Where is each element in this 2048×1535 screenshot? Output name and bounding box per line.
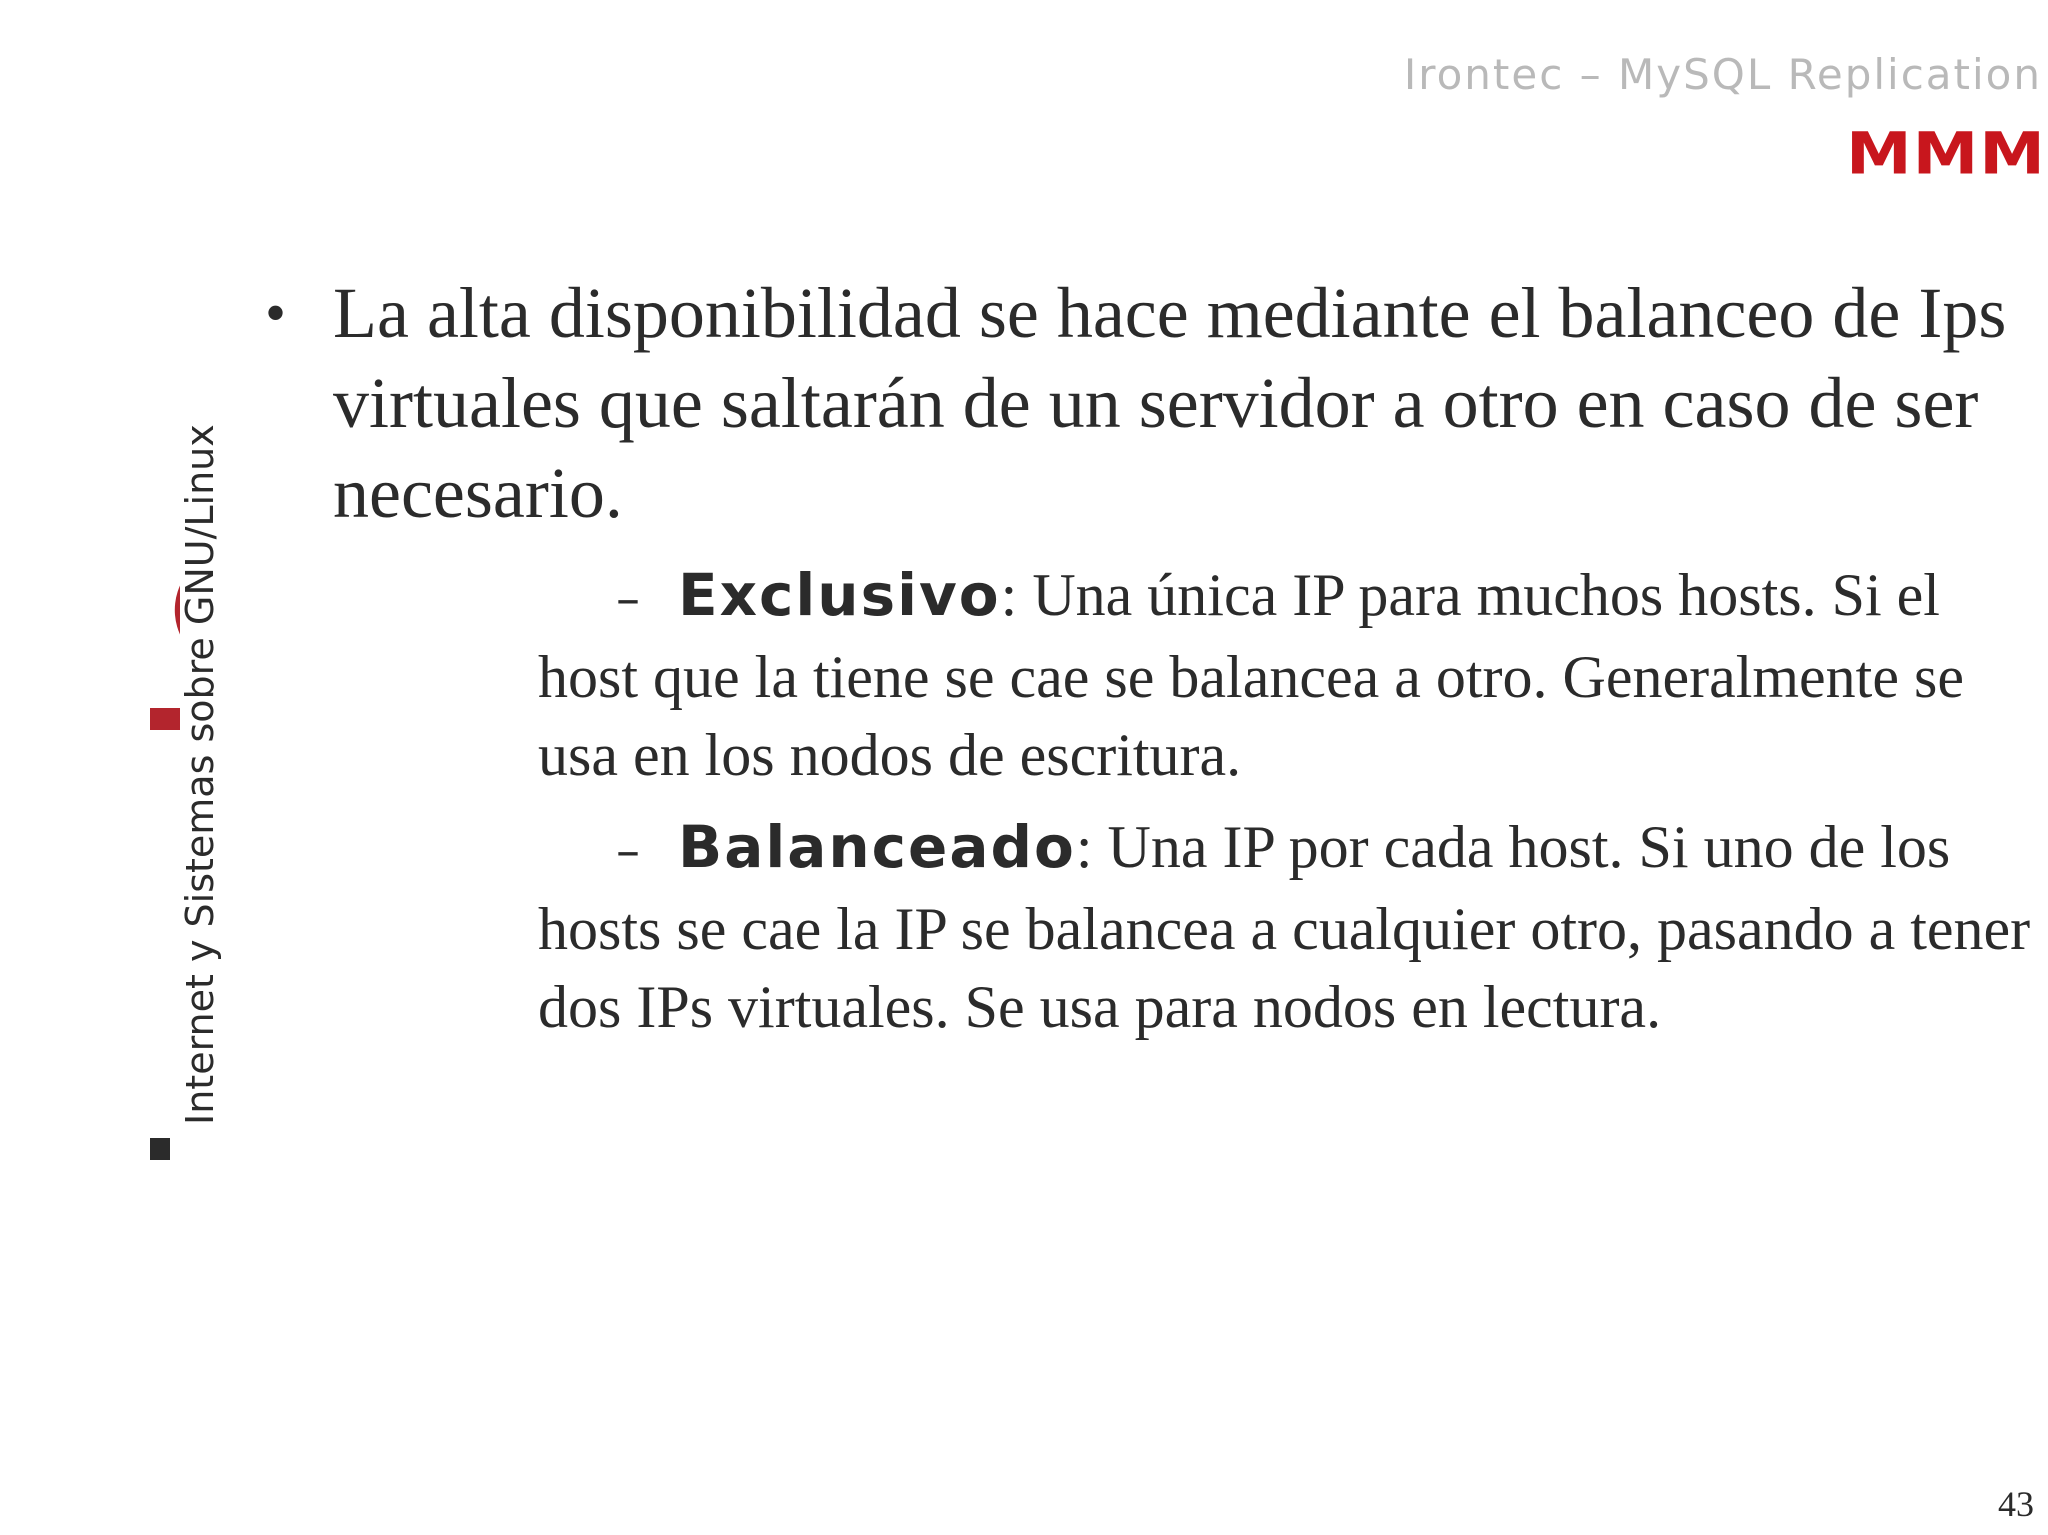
term-exclusivo: Exclusivo <box>678 561 1001 629</box>
page-number: 43 <box>1998 1484 2034 1524</box>
term-balanceado: Balanceado <box>678 813 1076 881</box>
bullet-marker: • <box>265 280 287 346</box>
sub-bullet-list <box>265 556 2035 1046</box>
logo-tagline <box>175 400 225 1130</box>
logo-wordmark <box>0 400 180 1160</box>
dash-marker: – <box>616 571 640 627</box>
sub-bullet-exclusivo <box>265 556 2035 794</box>
irontec-logo <box>0 400 240 1160</box>
sub-bullet-text: : Una IP por cada host. Si uno de los hosts se cae la IP se balancea a cualquier otro, pasando a tener dos IPs virtuales. Se usa para nodos en lectura. <box>538 814 2031 1040</box>
section-title: MMM <box>1845 120 2046 188</box>
main-bullet <box>265 268 2035 538</box>
slide-content <box>265 268 2035 1060</box>
main-bullet-text: La alta disponibilidad se hace mediante el balanceo de Ips virtuales que saltarán de un servidor a otro en caso de ser necesario. <box>333 273 2007 533</box>
sub-bullet-balanceado <box>265 808 2035 1046</box>
sub-bullet-text: : Una única IP para muchos hosts. Si el host que la tiene se cae se balancea a otro. Generalmente se usa en los nodos de escritura. <box>538 562 1964 788</box>
svg-text:Internet y Sistemas sobre GNU/: Internet y Sistemas sobre GNU/Linux <box>178 424 222 1125</box>
header-title: Irontec – MySQL Replication <box>1403 50 2042 99</box>
dash-marker: – <box>616 823 640 879</box>
